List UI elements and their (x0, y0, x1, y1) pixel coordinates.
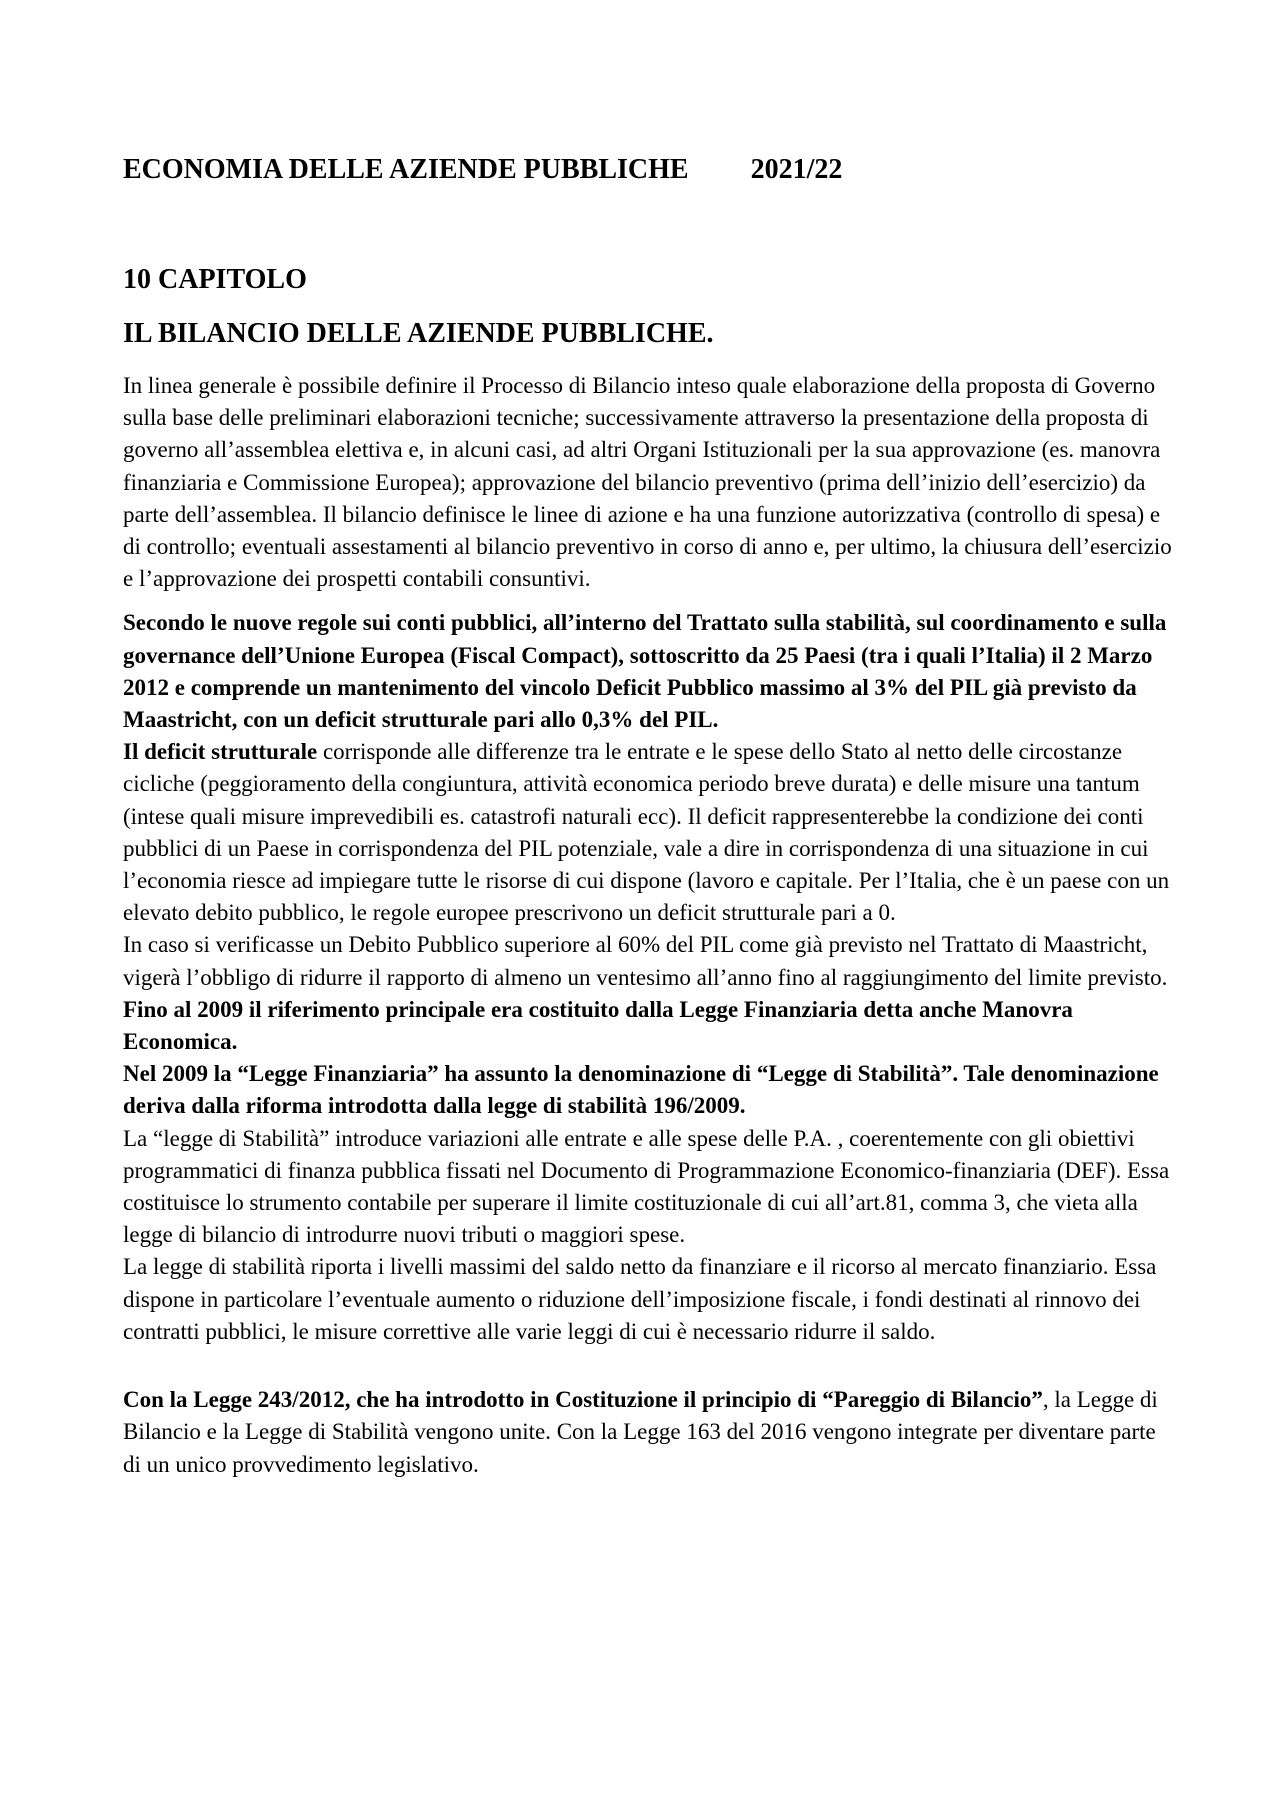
paragraph-fiscal-compact: Secondo le nuove regole sui conti pubblici, all’interno del Trattato sulla stabilità, sul coordinamento e sulla governance dell’Unione Europea (Fiscal Compact), sottoscritto da 25 Paesi (tra i quali l’Italia) il 2 Marzo 2012 e comprende un mantenimento del vincolo Deficit Pubblico massimo al 3% del PIL già previsto da Maastricht, con un deficit strutturale pari allo 0,3% del PIL. (123, 610, 1167, 733)
document-header (123, 152, 1173, 188)
paragraph-stabilita-livelli: La legge di stabilità riporta i livelli massimi del saldo netto da finanziare e il ricorso al mercato finanziario. Essa dispone in particolare l’eventuale aumento o riduzione dell’imposizione fiscale, i fondi destinati al rinnovo dei contratti pubblici, le misure correttive alle varie leggi di cui è necessario ridurre il saldo. (123, 1254, 1157, 1344)
paragraph-stabilita-variazioni: La “legge di Stabilità” introduce variazioni alle entrate e alle spese delle P.A. , coerentemente con gli obiettivi programmatici di finanza pubblica fissati nel Documento di Programmazione Economico-finanziaria (DEF). Essa costituisce lo strumento contabile per superare il limite costituzionale di cui all’art.81, comma 3, che vieta alla legge di bilancio di introdurre nuovi tributi o maggiori spese. (123, 1125, 1170, 1248)
document-body (123, 152, 1173, 1481)
academic-year: 2021/22 (750, 154, 843, 185)
paragraph-legge-finanziaria: Fino al 2009 il riferimento principale era costituito dalla Legge Finanziaria detta anche Manovra Economica. (123, 996, 1073, 1055)
chapter-title: IL BILANCIO DELLE AZIENDE PUBBLICHE. (123, 318, 714, 349)
paragraph-bilancio-process: In linea generale è possibile definire il Processo di Bilancio inteso quale elaborazione della proposta di Governo sulla base delle preliminari elaborazioni tecniche; successivamente attraverso la presentazione della proposta di governo all’assemblea elettiva e, in alcuni casi, ad altri Organi Istituzionali per la sua approvazione (es. manovra finanziaria e Commissione Europea); approvazione del bilancio preventivo (prima dell’inizio dell’esercizio) da parte dell’assemblea. Il bilancio definisce le linee di azione e ha una funzione autorizzativa (controllo di spesa) e di controllo; eventuali assestamenti al bilancio preventivo in corso di anno e, per ultimo, la chiusura dell’esercizio e l’approvazione dei prospetti contabili consuntivi. (123, 373, 1172, 592)
chapter-number: 10 CAPITOLO (123, 264, 307, 295)
deficit-term: Il deficit strutturale (123, 739, 318, 765)
deficit-definition: corrisponde alle differenze tra le entrate e le spese dello Stato al netto delle circostanze cicliche (peggioramento della congiuntura, attività economica periodo breve durata) e delle misure una tantum (intese quali misure imprevedibili es. catastrofi naturali ecc). Il deficit rappresenterebbe la condizione dei conti pubblici di un Paese in corrispondenza del PIL potenziale, vale a dire in corrispondenza di una situazione in cui l’economia riesce ad impiegare tutte le risorse di cui dispone (lavoro e capitale. Per l’Italia, che è un paese con un elevato debito pubblico, le regole europee prescrivono un deficit strutturale pari a 0. (123, 739, 1170, 926)
paragraph-legge-stabilita: Nel 2009 la “Legge Finanziaria” ha assunto la denominazione di “Legge di Stabilità”. Tale denominazione deriva dalla riforma introdotta dalla legge di stabilità 196/2009. (123, 1061, 1159, 1119)
paragraph-deficit-strutturale (123, 736, 1173, 929)
paragraph-pareggio-bilancio (123, 1384, 1173, 1481)
pareggio-rest: , la Legge di Bilancio e la Legge di Stabilità vengono unite. Con la Legge 163 del 2016 vengono integrate per diventare parte di un unico provvedimento legislativo. (123, 1387, 1158, 1477)
pareggio-law: Con la Legge 243/2012, che ha introdotto in Costituzione il principio di “Pareggio di Bilancio” (123, 1387, 1043, 1413)
course-title: ECONOMIA DELLE AZIENDE PUBBLICHE (123, 154, 689, 185)
paragraph-debito-pubblico: In caso si verificasse un Debito Pubblico superiore al 60% del PIL come già previsto nel Trattato di Maastricht, vigerà l’obbligo di ridurre il rapporto di almeno un ventesimo all’anno fino al raggiungimento del limite previsto. (123, 932, 1168, 990)
